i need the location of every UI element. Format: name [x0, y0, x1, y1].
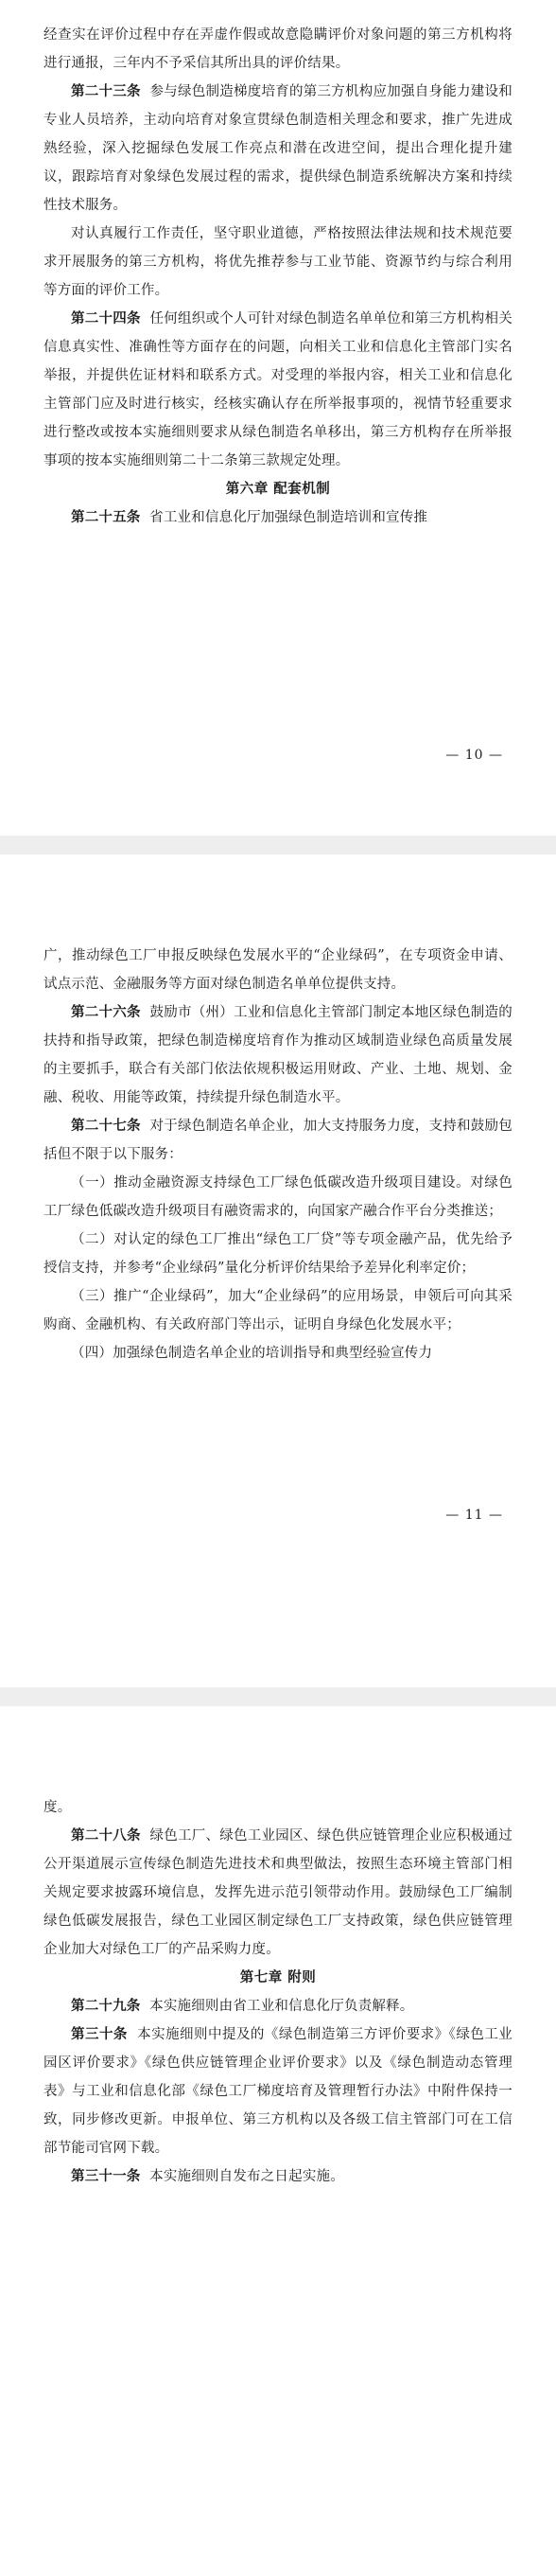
list-item: （一）推动金融资源支持绿色工厂绿色低碳改造升级项目建设。对绿色工厂绿色低碳改造升级项目有融资需求的，向国家产融合作平台分类推送；: [43, 1175, 513, 1219]
paragraph: 对认真履行工作责任，坚守职业道德，严格按照法律法规和技术规范要求开展服务的第三方机构，将优先推荐参与工业节能、资源节约与综合利用等方面的评价工作。: [43, 226, 513, 298]
page-body: [43, 942, 513, 1367]
document-page-11: [0, 855, 556, 1687]
page-number: — 10 —: [445, 748, 503, 763]
paragraph: 度。: [43, 1800, 72, 1815]
article-heading: 第二十八条: [71, 1827, 141, 1844]
page-number: — 11 —: [445, 1508, 503, 1523]
article-26: 第二十六条 鼓励市（州）工业和信息化主管部门制定本地区绿色制造的扶持和指导政策，把绿色制造梯度培育作为推动区域制造业绿色高质量发展的主要抓手，联合有关部门依法依规积极运用财政、产业、土地、规划、金融、税收、用能等政策，持续提升绿色制造水平。: [43, 1004, 513, 1105]
article-heading: 第二十六条: [71, 1004, 141, 1020]
article-heading: 第三十一条: [71, 2168, 141, 2184]
article-heading: 第二十五条: [71, 509, 141, 525]
article-27: 第二十七条 对于绿色制造名单企业，加大支持服务力度，支持和鼓励包括但不限于以下服务：: [43, 1118, 513, 1162]
article-heading: 第二十七条: [71, 1118, 141, 1134]
article-29: 第二十九条 本实施细则由省工业和信息化厅负责解释。: [71, 1998, 414, 2014]
article-25: 第二十五条 省工业和信息化厅加强绿色制造培训和宣传推: [71, 509, 428, 525]
article-heading: 第二十九条: [71, 1998, 141, 2014]
paragraph: 经查实在评价过程中存在弄虚作假或故意隐瞒评价对象问题的第三方机构将进行通报，三年内不予采信其所出具的评价结果。: [43, 27, 513, 71]
list-item: （四）加强绿色制造名单企业的培训指导和典型经验宣传力: [71, 1346, 433, 1361]
chapter-heading: 第七章 附则: [239, 1969, 317, 1985]
page-body: [43, 21, 513, 532]
document-page-10: [0, 0, 556, 836]
chapter-heading: 第六章 配套机制: [225, 481, 331, 497]
article-31: 第三十一条 本实施细则自发布之日起实施。: [71, 2168, 344, 2184]
article-30: 第三十条 本实施细则中提及的《绿色制造第三方评价要求》《绿色工业园区评价要求》《绿色供应链管理企业评价要求》以及《绿色制造动态管理表》与工业和信息化部《绿色工厂梯度培育及管理暂行办法》中附件保持一致，同步修改更新。申报单位、第三方机构以及各级工信主管部门可在工信部节能司官网下载。: [43, 2026, 513, 2156]
list-item: （二）对认定的绿色工厂推出“绿色工厂贷”等专项金融产品，优先给予授信支持，并参考“企业绿码”量化分析评价结果给予差异化利率定价；: [43, 1232, 513, 1276]
article-23: 第二十三条 参与绿色制造梯度培育的第三方机构应加强自身能力建设和专业人员培养，主动向培育对象宣贯绿色制造相关理念和要求，推广先进成熟经验，深入挖掘绿色发展工作亮点和潜在改进空间，提出合理化提升建议，跟踪培育对象绿色发展过程的需求，提供绿色制造系统解决方案和持续性技术服务。: [43, 83, 513, 213]
paragraph: 广，推动绿色工厂申报反映绿色发展水平的“企业绿码”，在专项资金申请、试点示范、金融服务等方面对绿色制造名单单位提供支持。: [43, 948, 513, 992]
page-body: [43, 1793, 513, 2191]
article-heading: 第三十条: [71, 2026, 128, 2042]
article-heading: 第二十三条: [71, 83, 141, 99]
article-28: 第二十八条 绿色工厂、绿色工业园区、绿色供应链管理企业应积极通过公开渠道展示宣传绿色制造先进技术和典型做法，按照生态环境主管部门相关规定要求披露环境信息，发挥先进示范引领带动作用。鼓励绿色工厂编制绿色低碳发展报告，绿色工业园区制定绿色工厂支持政策，绿色供应链管理企业加大对绿色工厂的产品采购力度。: [43, 1827, 513, 1957]
article-24: 第二十四条 任何组织或个人可针对绿色制造名单单位和第三方机构相关信息真实性、准确性等方面存在的问题，向相关工业和信息化主管部门实名举报，并提供佐证材料和联系方式。对受理的举报内容，相关工业和信息化主管部门应及时进行核实，经核实确认存在所举报事项的，视情节轻重要求进行整改或按本实施细则要求从绿色制造名单移出，第三方机构存在所举报事项的按本实施细则第二十二条第三款规定处理。: [43, 310, 513, 468]
article-heading: 第二十四条: [71, 310, 141, 326]
list-item: （三）推广“企业绿码”，加大“企业绿码”的应用场景，申领后可向其采购商、金融机构、有关政府部门等出示，证明自身绿色化发展水平；: [43, 1289, 513, 1332]
document-page-12: [0, 1706, 556, 2576]
